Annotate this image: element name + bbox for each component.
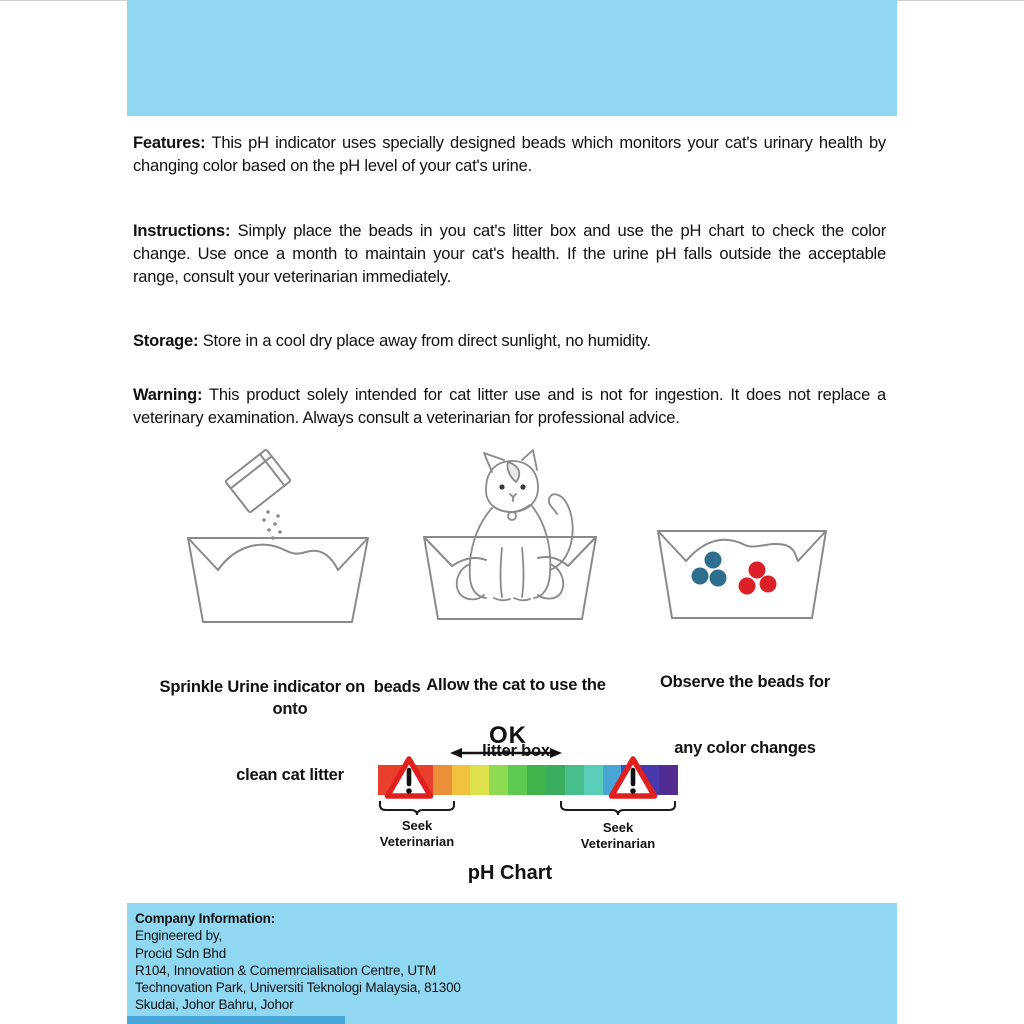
warning-triangle-icon [384, 755, 434, 801]
teal-bead [710, 570, 727, 587]
ph-segment [527, 765, 546, 795]
ok-range-arrow-icon [450, 747, 562, 759]
red-bead [760, 576, 777, 593]
ph-segment [565, 765, 584, 795]
ph-segment [546, 765, 565, 795]
instructions-paragraph [133, 220, 886, 289]
ph-segment [433, 765, 452, 795]
litter-box-icon [658, 531, 826, 618]
features-text: This pH indicator uses specially designed beads which monitors your cat's urinary health by changing color based on the pH level of your cat's urine. [133, 134, 886, 175]
sprinkle-illustration [140, 448, 440, 628]
cat-icon [457, 450, 573, 600]
company-line: Skudai, Johor Bahru, Johor [135, 997, 294, 1013]
red-bead [749, 562, 766, 579]
features-paragraph [133, 132, 886, 178]
company-line: Technovation Park, Universiti Teknologi Malaysia, 81300 [135, 980, 461, 996]
step-caption: Sprinkle Urine indicator on beads onto clean cat litter [159, 678, 425, 784]
storage-label: Storage: [133, 332, 199, 350]
left-range-brace-icon [378, 799, 456, 817]
indicator-packet-icon [225, 449, 291, 513]
beads-in-box-illustration [650, 441, 840, 623]
company-line: Engineered by, [135, 928, 223, 944]
warning-text: This product solely intended for cat litter use and is not for ingestion. It does not replace a veterinary examination. Always consult a veterinarian for professional advice. [133, 386, 886, 427]
teal-bead [705, 552, 722, 569]
ph-chart-title: pH Chart [467, 862, 553, 884]
falling-beads-icon [262, 510, 282, 540]
step-caption: Observe the beads for any color changes [659, 673, 831, 757]
step-caption: Allow the cat to use the litter box [426, 676, 606, 760]
top-banner [127, 0, 897, 116]
company-line: R104, Innovation & Comemrcialisation Centre, UTM [135, 962, 437, 978]
storage-text: Store in a cool dry place away from direct sunlight, no humidity. [202, 332, 651, 350]
ph-segment [452, 765, 471, 795]
litter-box-icon [424, 537, 596, 619]
instructions-label: Instructions: [133, 222, 231, 240]
teal-bead [692, 568, 709, 585]
ph-segment [470, 765, 489, 795]
bottom-accent-strip [127, 1016, 345, 1024]
storage-paragraph [133, 330, 886, 353]
company-info-panel [127, 903, 897, 1024]
ph-segment [659, 765, 678, 795]
litter-box-icon [188, 538, 368, 622]
company-info [135, 910, 461, 1014]
company-line: Procid Sdn Bhd [135, 945, 227, 961]
warning-label: Warning: [133, 386, 203, 404]
seek-veterinarian-right-label: Seek Veterinarian [580, 820, 656, 851]
ok-range-label: OK [489, 722, 527, 749]
warning-paragraph [133, 384, 886, 430]
step-observe [650, 441, 840, 803]
indicator-beads-icon [692, 552, 777, 595]
ph-segment [508, 765, 527, 795]
cat-in-box-illustration [420, 448, 612, 620]
instructions-text: Simply place the beads in you cat's litter box and use the pH chart to check the color change. Use once a month to maintain your cat's health. If the urine pH falls outside the acceptable range, consult your veterinarian immediately. [133, 222, 886, 286]
seek-veterinarian-left-label: Seek Veterinarian [379, 818, 455, 849]
company-info-heading: Company Information: [135, 911, 275, 926]
warning-triangle-icon [608, 755, 658, 801]
ph-segment [489, 765, 508, 795]
red-bead [739, 578, 756, 595]
right-range-brace-icon [559, 799, 677, 817]
features-label: Features: [133, 134, 206, 152]
ph-segment [584, 765, 603, 795]
